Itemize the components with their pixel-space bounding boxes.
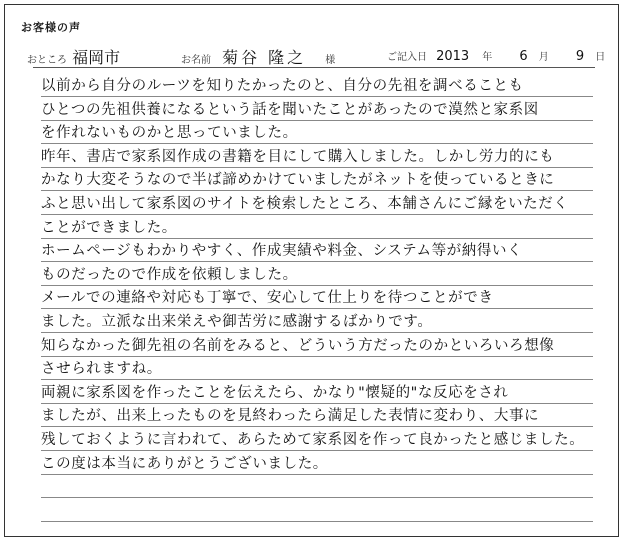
location-value: 福岡市 [72,48,121,67]
ruled-line [41,120,593,121]
location-label: おところ [27,55,67,66]
ruled-line [41,379,593,380]
date-month-unit: 月 [538,52,549,63]
ruled-line [41,285,593,286]
ruled-line [41,521,593,522]
handwritten-line: ものだったので作成を依頼しました。 [41,266,298,283]
date-month: 6 [519,49,528,64]
handwritten-line: この度は本当にありがとうございました。 [41,455,328,472]
handwritten-line: させられますね。 [41,361,162,378]
ruled-line [41,143,593,144]
date-day-unit: 日 [595,52,606,63]
ruled-line [41,190,593,191]
ruled-line [41,214,593,215]
location-field [27,45,120,68]
handwritten-line: ひとつの先祖供養になるという話を聞いたことがあったので漠然と家系図 [41,101,539,118]
name-value: 菊谷 隆之 [222,48,307,67]
ruled-line [41,238,593,239]
handwritten-line: メールでの連絡や対応も丁寧で、安心して仕上りを待つことができ [41,290,494,307]
ruled-line [41,261,593,262]
ruled-line [41,308,593,309]
date-year-unit: 年 [482,52,493,63]
handwritten-line: かなり大変そうなので半ば諦めかけていましたがネットを使っているときに [41,172,555,189]
date-day: 9 [575,49,585,64]
handwritten-line: ました。立派な出来栄えや御苦労に感謝するばかりです。 [41,314,433,330]
date-year: 2013 [436,49,470,64]
ruled-line [41,497,593,498]
ruled-line [41,96,593,97]
ruled-line [41,167,593,168]
handwritten-line: ことができました。 [41,219,177,236]
ruled-line [41,356,593,357]
name-label: お名前 [181,55,211,66]
handwritten-line: を作れないものかと思っていました。 [41,125,298,142]
ruled-line [41,450,593,451]
name-suffix: 様 [325,55,336,66]
handwritten-line: 知らなかった御先祖の名前をみると、どういう方だったのかといろいろ想像 [41,337,555,354]
ruled-line [41,426,593,427]
handwritten-line: 残しておくように言われて、あらためて家系図を作って良かったと感じました。 [41,432,585,448]
header-divider [33,67,595,68]
handwritten-line: ホームページもわかりやすく、作成実績や料金、システム等が納得いく [41,243,523,260]
date-field [387,45,605,64]
ruled-line [41,332,593,333]
name-field [181,45,335,68]
ruled-line [41,474,593,475]
handwritten-line: 昨年、書店で家系図作成の書籍を目にして購入しました。しかし労力的にも [41,148,555,165]
testimonial-sheet [4,4,619,537]
handwritten-line: 以前から自分のルーツを知りたかったのと、自分の先祖を調べることも [41,78,524,94]
form-title: お客様の声 [21,21,81,34]
handwritten-line: ましたが、出来上ったものを見終わったら満足した表情に変わり、大事に [41,408,540,425]
handwritten-line: 両親に家系図を作ったことを伝えたら、かなり"懐疑的"な反応をされ [41,384,509,401]
date-label: ご記入日 [387,52,427,63]
ruled-line [41,403,593,404]
handwritten-line: ふと思い出して家系図のサイトを検索したところ、本舗さんにご縁をいただく [41,196,569,212]
